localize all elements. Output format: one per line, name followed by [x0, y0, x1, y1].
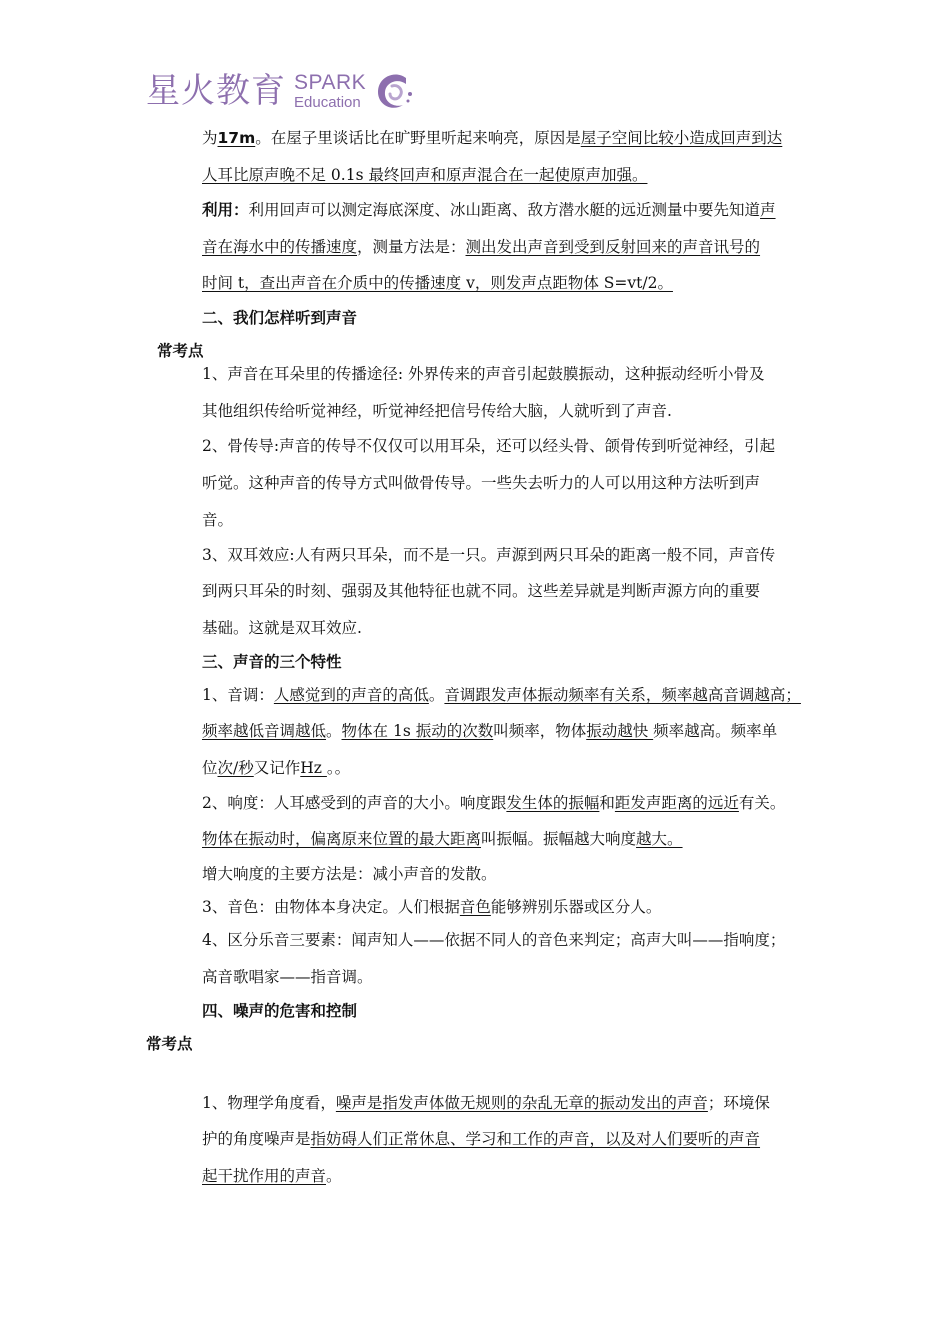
text-line [202, 967, 373, 987]
underlined-text: 人耳比原声晚不足 0.1s 最终回声和原声混合在一起使原声加强。 [202, 166, 648, 184]
underlined-text: 17m [217, 129, 256, 147]
text-segment: 听觉。这种声音的传导方式叫做骨传导。一些失去听力的人可以用这种方法听到声 [202, 474, 761, 492]
bold-text: 二、我们怎样听到声音 [202, 309, 358, 327]
text-segment: 。。 [326, 759, 351, 777]
text-segment: 高音歌唱家——指音调。 [202, 968, 373, 986]
underlined-text: 屋子空间比较小造成回声到达 [580, 129, 783, 147]
text-segment: 。 [326, 1167, 342, 1185]
text-segment: 为 [202, 129, 218, 147]
text-line [202, 1129, 760, 1149]
text-segment: 2、响度：人耳感受到的声音的大小。响度跟 [202, 794, 507, 812]
text-line [202, 1166, 342, 1186]
text-segment: 频率越高。频率单 [653, 722, 778, 740]
text-segment: 2、骨传导:声音的传导不仅仅可以用耳朵，还可以经头骨、颌骨传到听觉神经，引起 [202, 437, 776, 455]
text-line [202, 581, 760, 601]
bold-text: 利用： [202, 201, 249, 219]
text-line [202, 793, 785, 813]
logo-education-text: Education [294, 94, 361, 111]
underlined-text: 指妨碍人们正常休息、学习和工作的声音，以及对人们要听的声音 [310, 1130, 761, 1148]
text-segment: 到两只耳朵的时刻、强弱及其他特征也就不同。这些差异就是判断声源方向的重要 [202, 582, 761, 600]
text-segment: 1、物理学角度看， [202, 1094, 336, 1112]
text-line [202, 685, 801, 705]
text-line [202, 510, 233, 530]
text-line [202, 165, 647, 185]
underlined-text: 越大。 [636, 830, 683, 848]
text-segment: ，测量方法是： [357, 238, 466, 256]
text-line [202, 237, 760, 257]
text-line [146, 1034, 193, 1054]
text-segment: 护的角度噪声是 [202, 1130, 311, 1148]
text-line [202, 273, 673, 293]
text-segment: 。在屋子里谈话比在旷野里听起来响亮，原因是 [255, 129, 581, 147]
text-segment: 能够辨别乐器或区分人。 [490, 898, 662, 916]
logo-spark-text: SPARK [294, 71, 367, 94]
text-line [202, 308, 357, 328]
underlined-text: 次/秒 [217, 759, 254, 777]
underlined-text: 起干扰作用的声音 [202, 1167, 327, 1185]
text-line [202, 758, 350, 778]
text-segment: 音。 [202, 511, 234, 529]
text-line [202, 652, 342, 672]
spark-flame-icon [370, 68, 416, 114]
text-segment: 位 [202, 759, 218, 777]
bold-text: 三、声音的三个特性 [202, 653, 342, 671]
text-line [202, 1001, 357, 1021]
text-segment: 4、区分乐音三要素：闻声知人——依据不同人的音色来判定；高声大叫——指响度； [202, 931, 786, 949]
text-line [202, 829, 683, 849]
text-line [202, 864, 497, 884]
underlined-text: 时间 t，查出声音在介质中的传播速度 v，则发声点距物体 S=vt/2。 [202, 274, 673, 292]
text-line [202, 436, 775, 456]
text-line [202, 545, 775, 565]
text-line [157, 341, 204, 361]
text-segment: 3、双耳效应:人有两只耳朵，而不是一只。声源到两只耳朵的距离一般不同，声音传 [202, 546, 776, 564]
text-line [202, 473, 760, 493]
text-segment: 增大响度的主要方法是：减小声音的发散。 [202, 865, 497, 883]
underlined-text: 测出发出声音到受到反射回来的声音讯号的 [465, 238, 761, 256]
text-segment: 。 [428, 686, 445, 704]
text-line [202, 930, 785, 950]
text-segment: 叫振幅。振幅越大响度 [481, 830, 637, 848]
text-segment: 和 [599, 794, 615, 812]
text-segment: ；环境保 [707, 1094, 770, 1112]
bold-text: 四、噪声的危害和控制 [202, 1002, 358, 1020]
underlined-text: 人感觉到的声音的高低 [273, 686, 429, 704]
underlined-text: 发生体的振幅 [506, 794, 600, 812]
underlined-text: Hz [300, 759, 327, 777]
text-line [202, 401, 672, 421]
bold-text: 常考点 [157, 342, 204, 360]
text-segment: 又记作 [253, 759, 301, 777]
text-segment: 其他组织传给听觉神经，听觉神经把信号传给大脑，人就听到了声音. [202, 402, 672, 420]
text-line [202, 364, 765, 384]
text-line [202, 200, 776, 220]
text-segment: 基础。这就是双耳效应. [202, 619, 362, 637]
text-segment: 利用回声可以测定海底深度、冰山距离、敌方潜水艇的远近测量中要先知道 [248, 201, 761, 219]
underlined-text: 物体在振动时，偏离原来位置的最大距离 [202, 830, 482, 848]
text-segment: 1、声音在耳朵里的传播途径: 外界传来的声音引起鼓膜振动，这种振动经听小骨及 [202, 365, 765, 383]
text-line [202, 721, 777, 741]
logo-english-text [294, 72, 366, 110]
underlined-text: 声 [760, 201, 776, 219]
underlined-text: 频率越低音调越低 [202, 722, 327, 740]
text-line [202, 618, 362, 638]
underlined-text: 音调跟发声体振动频率有关系，频率越高音调越高； [444, 686, 801, 704]
text-line [202, 1093, 770, 1113]
text-segment: 有关。 [738, 794, 786, 812]
bold-text: 常考点 [146, 1035, 193, 1053]
text-segment: 1、音调： [202, 686, 274, 704]
underlined-text: 物体在 1s 振动的次数 [341, 722, 494, 740]
text-segment: 叫频率，物体 [493, 722, 587, 740]
spark-education-logo [146, 66, 416, 116]
underlined-text: 噪声是指发声体做无规则的杂乱无章的振动发出的声音 [335, 1094, 708, 1112]
underlined-text: 音在海水中的传播速度 [202, 238, 358, 256]
text-line [202, 128, 782, 148]
underlined-text: 音色 [459, 898, 491, 916]
text-segment: 3、音色：由物体本身决定。人们根据 [202, 898, 460, 916]
text-segment: 。 [326, 722, 342, 740]
underlined-text: 距发声距离的远近 [614, 794, 739, 812]
text-line [202, 897, 661, 917]
logo-chinese-text: 星火教育 [146, 71, 286, 111]
underlined-text: 振动越快 [586, 722, 654, 740]
